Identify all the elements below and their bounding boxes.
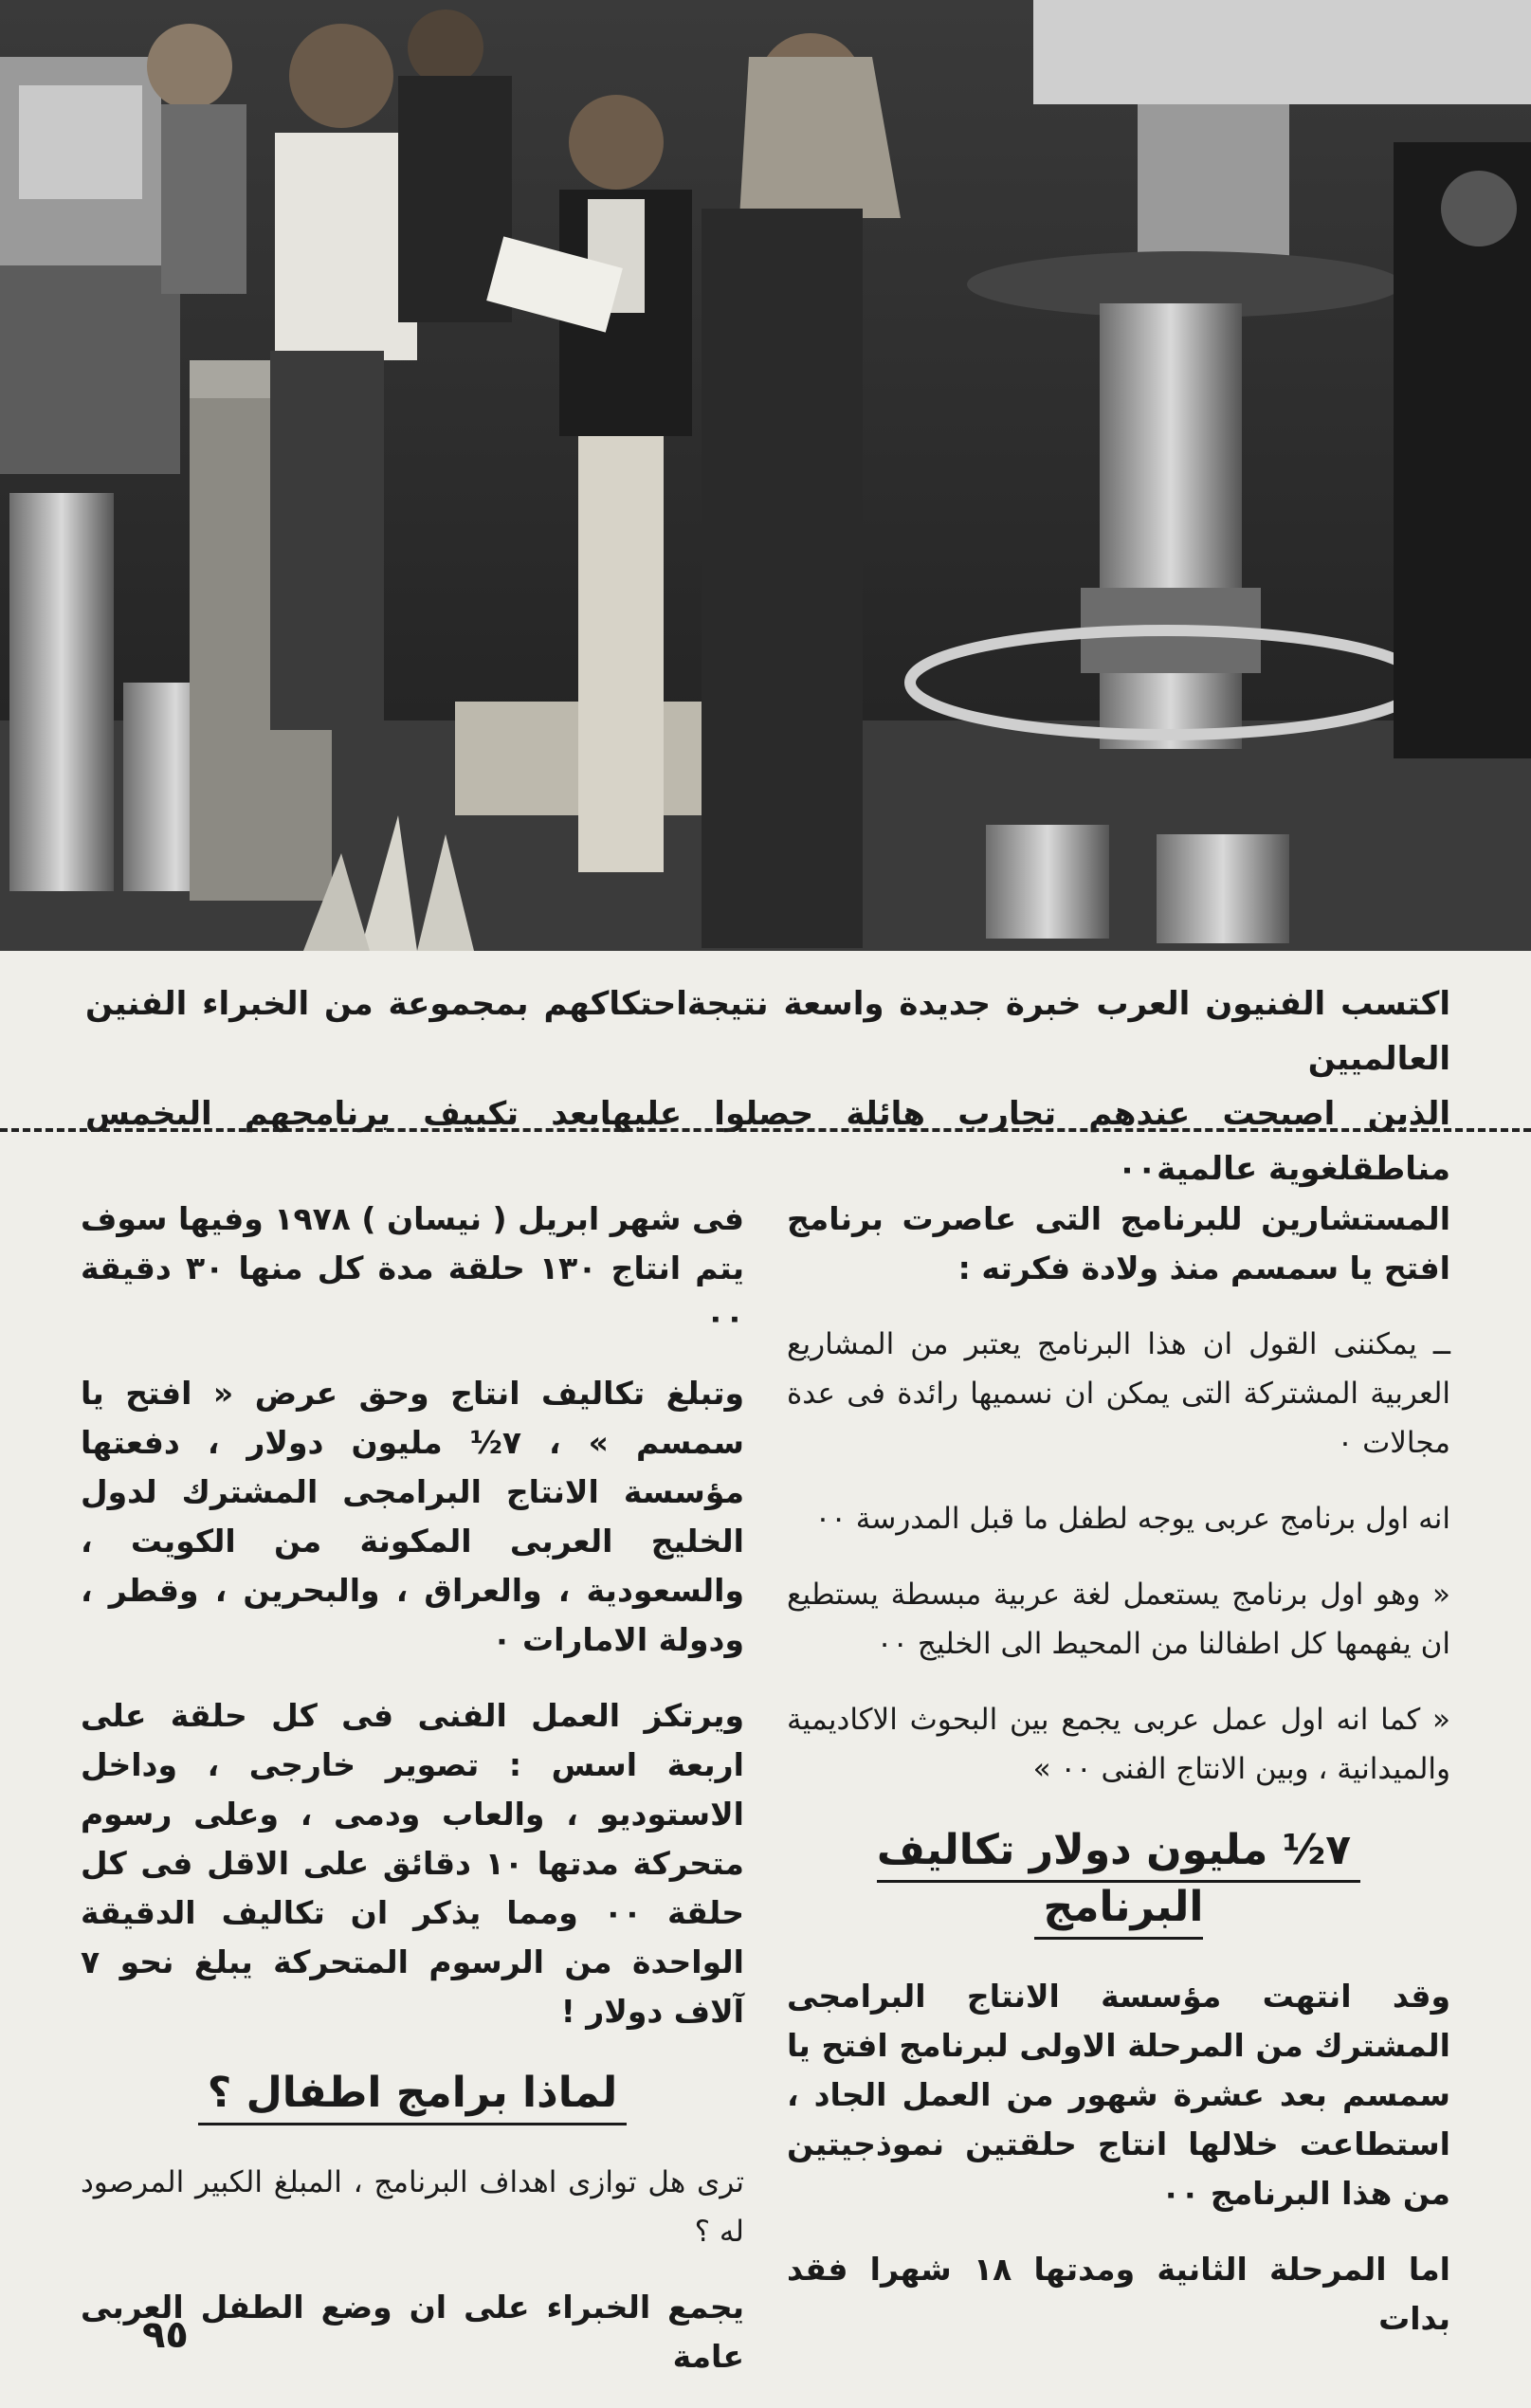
quote-paragraph-1: ــ يمكننى القول ان هذا البرنامج يعتبر من المشاريع العربية المشتركة التى يمكن ان نسميها رائدة فى عدة مجالات ٠ <box>787 1327 1450 1460</box>
section-heading-cost <box>787 1822 1450 1943</box>
body-paragraph-4: وتبلغ تكاليف انتاج وحق عرض « افتح يا سمسم » ، ٧½ مليون دولار ، دفعتها مؤسسة الانتاج البرامجى المشترك لدول الخليج العربى المكونة من الكويت ، والسعودية ، والعراق ، والبحرين ، وقطر ، ودولة الامارات ٠ <box>81 1375 744 1658</box>
body-paragraph-7: يجمع الخبراء على ان وضع الطفل العربى عامة <box>81 2289 744 2375</box>
body-paragraph-1: وقد انتهت مؤسسة الانتاج البرامجى المشترك من المرحلة الاولى لبرنامج افتح يا سمسم بعد عشرة شهور من العمل الجاد ، استطاعت خلالها انتاج حلقتين نموذجيتين من هذا البرنامج ٠٠ <box>787 1978 1450 2212</box>
section-heading-cost-text: ٧½ مليون دولار تكاليف البرنامج <box>877 1826 1360 1940</box>
right-column <box>787 1195 1450 2370</box>
body-paragraph-2: اما المرحلة الثانية ومدتها ١٨ شهرا فقد بدات <box>787 2251 1450 2337</box>
caption-line-2: الذين اصبحت عندهم تجارب هائلة حصلوا عليهابعد تكييف برنامجهم الىخمس مناطقلغوية عالمية٠٠ <box>85 1095 1450 1188</box>
left-column <box>81 1195 744 2408</box>
photo-caption <box>85 976 1450 1196</box>
quote-paragraph-2: انه اول برنامج عربى يوجه لطفل ما قبل المدرسة ٠٠ <box>814 1502 1450 1536</box>
caption-line-1: اكتسب الفنيون العرب خبرة جديدة واسعة نتيجةاحتكاكهم بمجموعة من الخبراء الفنين العالميين <box>85 985 1450 1078</box>
body-paragraph-5: ويرتكز العمل الفنى فى كل حلقة على اربعة اسس : تصوير خارجى ، وداخل الاستوديو ، والعاب ودمى ، وعلى رسوم متحركة مدتها ١٠ دقائق على الاقل فى كل حلقة ٠٠ ومما يذكر ان تكاليف الدقيقة الواحدة من الرسوم المتحركة يبلغ نحو ٧ آلاف دولار ! <box>81 1697 745 2030</box>
dashed-divider <box>0 1128 1531 1132</box>
section-heading-why <box>81 2065 744 2129</box>
section-heading-why-text: لماذا برامج اطفال ؟ <box>198 2069 628 2125</box>
intro-paragraph: المستشارين للبرنامج التى عاصرت برنامج افتح يا سمسم منذ ولادة فكرته : <box>787 1200 1450 1286</box>
studio-photo <box>0 0 1531 951</box>
body-paragraph-3: فى شهر ابريل ( نيسان ) ١٩٧٨ وفيها سوف يتم انتاج ١٣٠ حلقة مدة كل منها ٣٠ دقيقة ٠٠ <box>81 1200 744 1336</box>
quote-paragraph-4: « كما انه اول عمل عربى يجمع بين البحوث الاكاديمية والميدانية ، وبين الانتاج الفنى ٠٠ » <box>787 1703 1450 1786</box>
quote-paragraph-3: « وهو اول برنامج يستعمل لغة عربية مبسطة يستطيع ان يفهمها كل اطفالنا من المحيط الى الخليج ٠٠ <box>787 1578 1450 1661</box>
page-number: ٩٥ <box>142 2313 189 2357</box>
body-paragraph-6: ترى هل توازى اهداف البرنامج ، المبلغ الكبير المرصود له ؟ <box>81 2165 744 2249</box>
